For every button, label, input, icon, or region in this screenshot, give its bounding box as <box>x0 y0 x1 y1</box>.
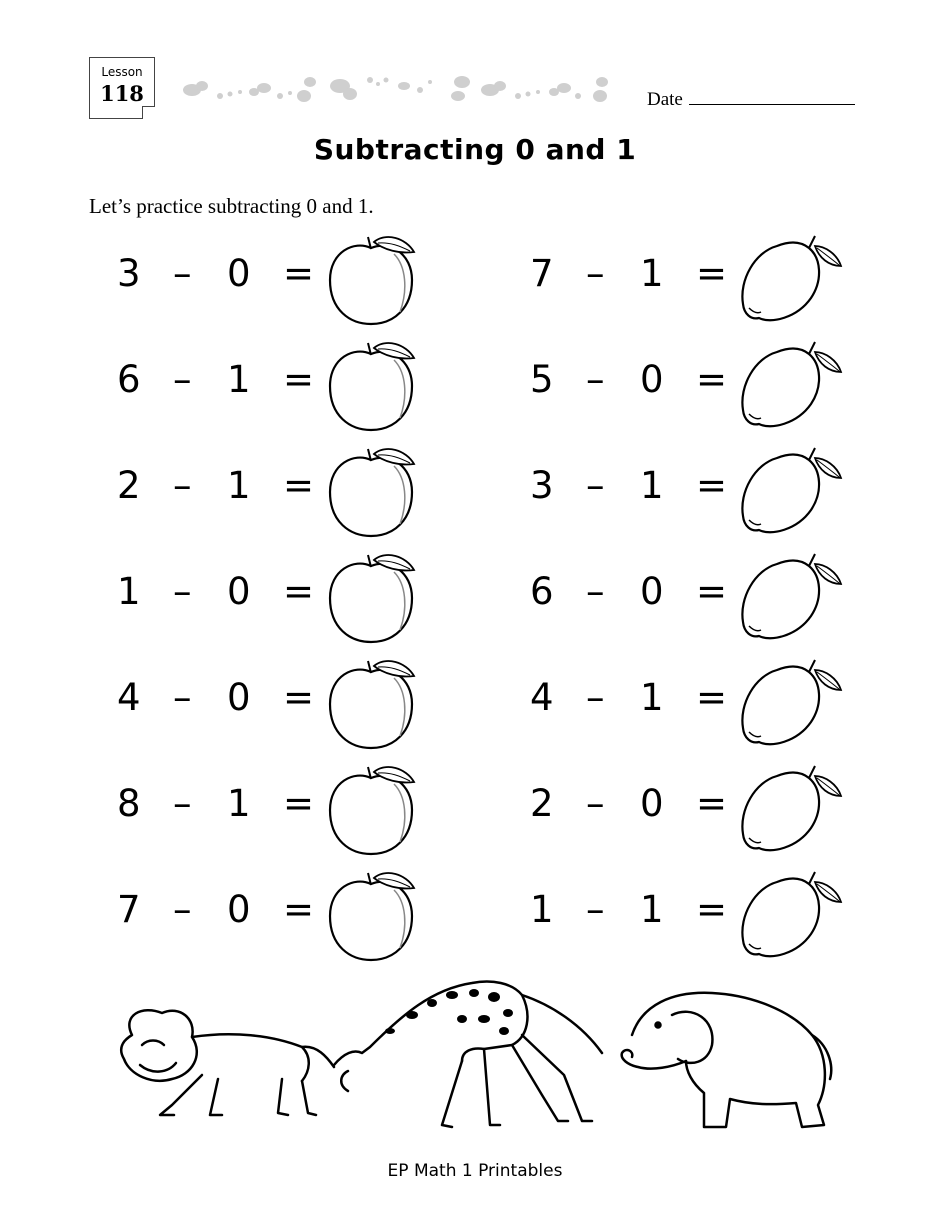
minus-sign: – <box>586 252 605 295</box>
problem-row <box>117 762 477 862</box>
equals-sign: = <box>283 464 315 507</box>
equals-sign: = <box>283 570 315 613</box>
lemon-icon[interactable] <box>737 550 847 648</box>
problem-row <box>530 656 890 756</box>
subtrahend: 1 <box>640 676 664 719</box>
minuend: 4 <box>530 676 554 719</box>
minus-sign: – <box>173 888 192 931</box>
apple-icon[interactable] <box>324 550 434 648</box>
equals-sign: = <box>696 252 728 295</box>
subtrahend: 0 <box>227 570 251 613</box>
apple-icon[interactable] <box>324 762 434 860</box>
minus-sign: – <box>173 252 192 295</box>
subtrahend: 0 <box>640 782 664 825</box>
lion-icon <box>121 1010 334 1115</box>
equals-sign: = <box>696 676 728 719</box>
lemon-icon[interactable] <box>737 444 847 542</box>
apple-icon[interactable] <box>324 232 434 330</box>
lemon-icon[interactable] <box>737 656 847 754</box>
problem-row <box>530 868 890 968</box>
equals-sign: = <box>696 570 728 613</box>
minuend: 1 <box>117 570 141 613</box>
minus-sign: – <box>173 570 192 613</box>
apple-icon[interactable] <box>324 656 434 754</box>
footer-text: EP Math 1 Printables <box>387 1161 563 1181</box>
minus-sign: – <box>586 888 605 931</box>
instruction-text: Let’s practice subtracting 0 and 1. <box>89 194 374 218</box>
minuend: 1 <box>530 888 554 931</box>
apple-icon[interactable] <box>324 338 434 436</box>
minuend: 5 <box>530 358 554 401</box>
lemon-icon[interactable] <box>737 232 847 330</box>
equals-sign: = <box>283 888 315 931</box>
minuend: 7 <box>530 252 554 295</box>
subtrahend: 0 <box>640 358 664 401</box>
folded-corner <box>142 106 155 119</box>
worksheet-title: Subtracting 0 and 1 <box>313 133 637 166</box>
subtrahend: 0 <box>227 676 251 719</box>
subtrahend: 1 <box>640 464 664 507</box>
giraffe-icon <box>334 982 602 1128</box>
equals-sign: = <box>696 888 728 931</box>
date-label: Date <box>647 89 683 110</box>
problem-row <box>117 550 477 650</box>
apple-icon[interactable] <box>324 444 434 542</box>
problem-row <box>530 232 890 332</box>
minuend: 4 <box>117 676 141 719</box>
animal-parade-illustration <box>112 975 842 1140</box>
equals-sign: = <box>283 252 315 295</box>
problem-row <box>117 868 477 968</box>
problem-row <box>117 338 477 438</box>
lesson-label: Lesson <box>101 65 143 79</box>
minus-sign: – <box>173 358 192 401</box>
minuend: 2 <box>117 464 141 507</box>
problem-row <box>117 444 477 544</box>
subtrahend: 0 <box>227 252 251 295</box>
subtrahend: 0 <box>227 888 251 931</box>
lemon-icon[interactable] <box>737 338 847 436</box>
equals-sign: = <box>696 358 728 401</box>
minus-sign: – <box>586 570 605 613</box>
elephant-icon <box>622 993 832 1127</box>
minus-sign: – <box>173 782 192 825</box>
equals-sign: = <box>696 782 728 825</box>
minuend: 3 <box>530 464 554 507</box>
subtrahend: 1 <box>640 252 664 295</box>
equals-sign: = <box>283 782 315 825</box>
minus-sign: – <box>586 464 605 507</box>
subtrahend: 1 <box>227 358 251 401</box>
minus-sign: – <box>586 676 605 719</box>
minus-sign: – <box>586 358 605 401</box>
minuend: 6 <box>530 570 554 613</box>
lemon-icon[interactable] <box>737 868 847 966</box>
minus-sign: – <box>173 676 192 719</box>
minuend: 6 <box>117 358 141 401</box>
date-line[interactable] <box>689 88 855 105</box>
minuend: 8 <box>117 782 141 825</box>
minuend: 3 <box>117 252 141 295</box>
lesson-number: 118 <box>100 81 144 106</box>
equals-sign: = <box>283 676 315 719</box>
date-field[interactable] <box>647 88 855 111</box>
minuend: 7 <box>117 888 141 931</box>
problem-row <box>530 762 890 862</box>
lemon-icon[interactable] <box>737 762 847 860</box>
subtrahend: 1 <box>227 782 251 825</box>
equals-sign: = <box>283 358 315 401</box>
subtrahend: 0 <box>640 570 664 613</box>
decorative-border-icon <box>172 68 622 110</box>
minuend: 2 <box>530 782 554 825</box>
problem-row <box>530 444 890 544</box>
problem-row <box>117 232 477 332</box>
subtrahend: 1 <box>227 464 251 507</box>
problem-row <box>530 550 890 650</box>
equals-sign: = <box>696 464 728 507</box>
lesson-box <box>89 57 155 119</box>
minus-sign: – <box>173 464 192 507</box>
problem-row <box>117 656 477 756</box>
minus-sign: – <box>586 782 605 825</box>
apple-icon[interactable] <box>324 868 434 966</box>
subtrahend: 1 <box>640 888 664 931</box>
problem-row <box>530 338 890 438</box>
